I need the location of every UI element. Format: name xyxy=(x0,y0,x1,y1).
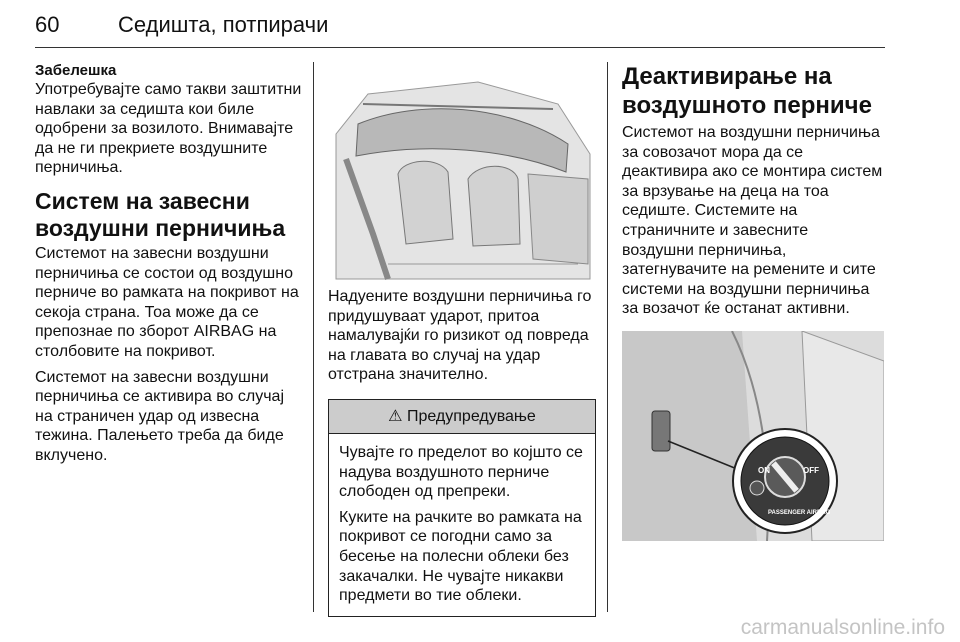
warning-triangle-icon: ⚠ xyxy=(388,407,403,425)
column-divider-2 xyxy=(607,62,608,612)
warning-paragraph-1: Чувајте го пределот во којшто се надува воздушното перниче слободен од препреки. xyxy=(339,443,583,501)
warning-header xyxy=(329,400,595,434)
switch-on-label: ON xyxy=(758,465,770,475)
curtain-airbag-paragraph-1: Системот на завесни воздушни перничиња се состои од воздушно перниче во рамката на покривот на секоја страна. Тоа може да се препознае по зборот AIRBAG на столбовите на покривот. xyxy=(35,244,299,360)
section-title-curtain-airbag: Систем на завесни воздушни перничиња xyxy=(35,187,286,241)
airbag-switch-illustration xyxy=(622,331,884,541)
watermark: carmanualsonline.info xyxy=(740,616,945,639)
switch-off-label: OFF xyxy=(803,465,819,475)
switch-bottom-label: PASSENGER AIRBAG xyxy=(768,509,831,516)
note-heading: Забелешка xyxy=(35,62,117,79)
page-header-title: Седишта, потпирачи xyxy=(118,12,329,37)
airbag-caption: Надуените воздушни перничиња го придушуваат ударот, притоа намалувајќи го ризикот од повреда на главата во случај на удар отстрана значително. xyxy=(328,288,592,384)
note-text: Употребувајте само такви заштитни навлаки за седишта кои биле одобрени за возилото. Внимавајте да не ги прекриете воздушните перничиња. xyxy=(35,81,302,177)
section-title-deactivation: Деактивирање на воздушното перниче xyxy=(622,63,872,119)
column-2 xyxy=(328,62,596,617)
column-3 xyxy=(622,62,884,541)
deactivation-paragraph: Системот на воздушни перничиња за совозачот мора да се деактивира ако се монтира систем за врзување на деца на тоа седиште. Системите на страничните и завесните воздушни перничиња, затегнувачите на ремените и сите системи на воздушни перничиња за возачот ќе останат активни. xyxy=(622,124,883,318)
page-number: 60 xyxy=(35,12,60,37)
curtain-airbag-paragraph-2: Системот на завесни воздушни перничиња се активира во случај на страничен удар од извесна тежина. Палењето треба да биде вклучено. xyxy=(35,368,285,464)
warning-box xyxy=(328,399,596,617)
warning-title: Предупредување xyxy=(406,407,536,425)
column-1 xyxy=(35,62,303,466)
warning-paragraph-2: Куките на рачките во рамката на покривот се погодни само за бесење на полесни облеки без закачалки. Не чувајте никакви предмети во тие облеки. xyxy=(339,508,582,605)
header-divider xyxy=(35,47,885,48)
column-divider-1 xyxy=(313,62,314,612)
curtain-airbag-illustration xyxy=(328,64,596,287)
